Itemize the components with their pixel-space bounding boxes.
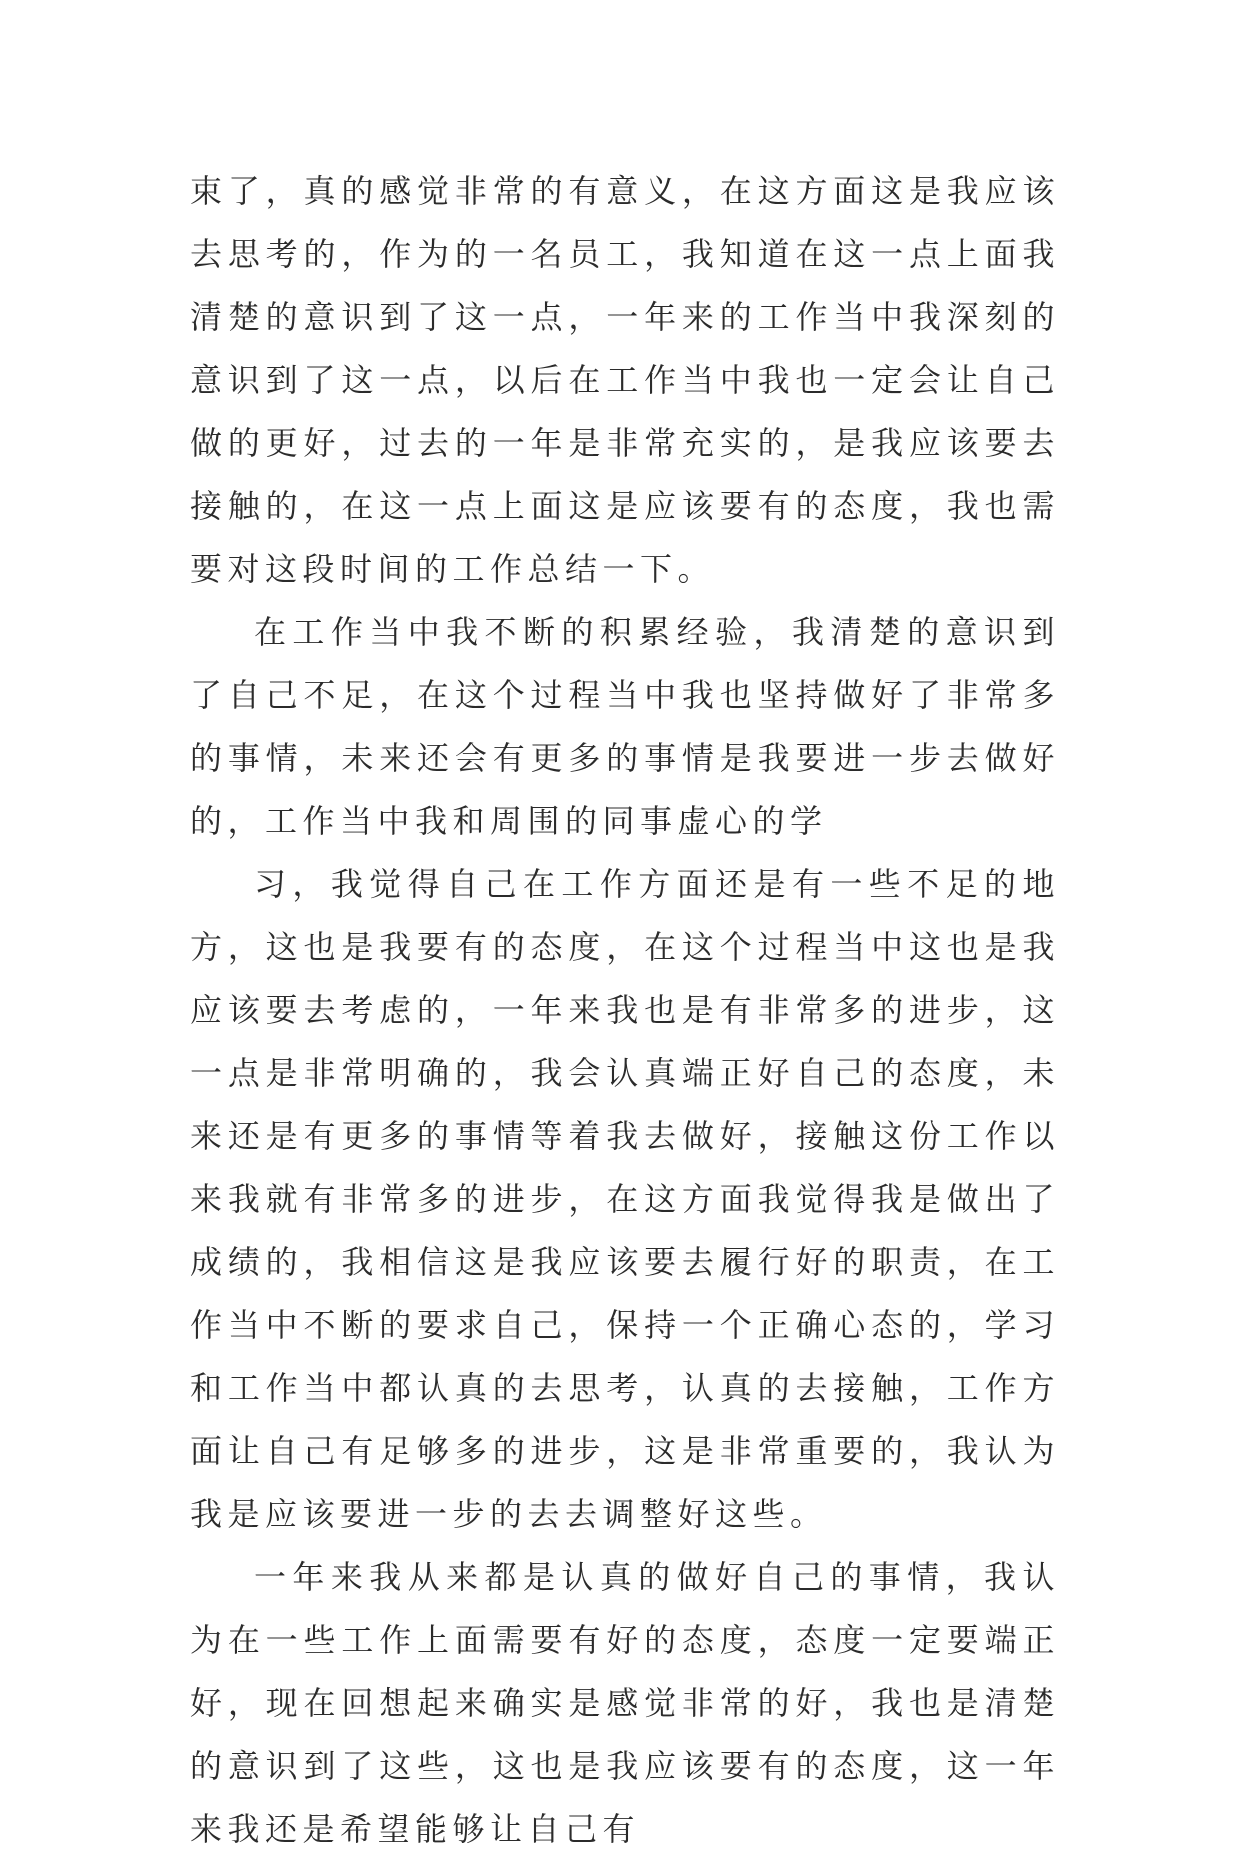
paragraph-2: 在工作当中我不断的积累经验，我清楚的意识到了自己不足，在这个过程当中我也坚持做好了非常多的事情，未来还会有更多的事情是我要进一步去做好的，工作当中我和周围的同事虚心的学	[190, 613, 1060, 840]
paragraph-4: 一年来我从来都是认真的做好自己的事情，我认为在一些工作上面需要有好的态度，态度一定要端正好，现在回想起来确实是感觉非常的好，我也是清楚的意识到了这些，这也是我应该要有的态度，这一年来我还是希望能够让自己有	[190, 1558, 1060, 1848]
paragraph-1: 束了，真的感觉非常的有意义，在这方面这是我应该去思考的，作为的一名员工，我知道在这一点上面我清楚的意识到了这一点，一年来的工作当中我深刻的意识到了这一点，以后在工作当中我也一定会让自己做的更好，过去的一年是非常充实的，是我应该要去接触的，在这一点上面这是应该要有的态度，我也需要对这段时间的工作总结一下。	[190, 172, 1060, 588]
paragraph-3: 习，我觉得自己在工作方面还是有一些不足的地方，这也是我要有的态度，在这个过程当中这也是我应该要去考虑的，一年来我也是有非常多的进步，这一点是非常明确的，我会认真端正好自己的态度，未来还是有更多的事情等着我去做好，接触这份工作以来我就有非常多的进步，在这方面我觉得我是做出了成绩的，我相信这是我应该要去履行好的职责，在工作当中不断的要求自己，保持一个正确心态的，学习和工作当中都认真的去思考，认真的去接触，工作方面让自己有足够多的进步，这是非常重要的，我认为我是应该要进一步的去去调整好这些。	[190, 865, 1060, 1533]
body-text	[190, 160, 1060, 1861]
